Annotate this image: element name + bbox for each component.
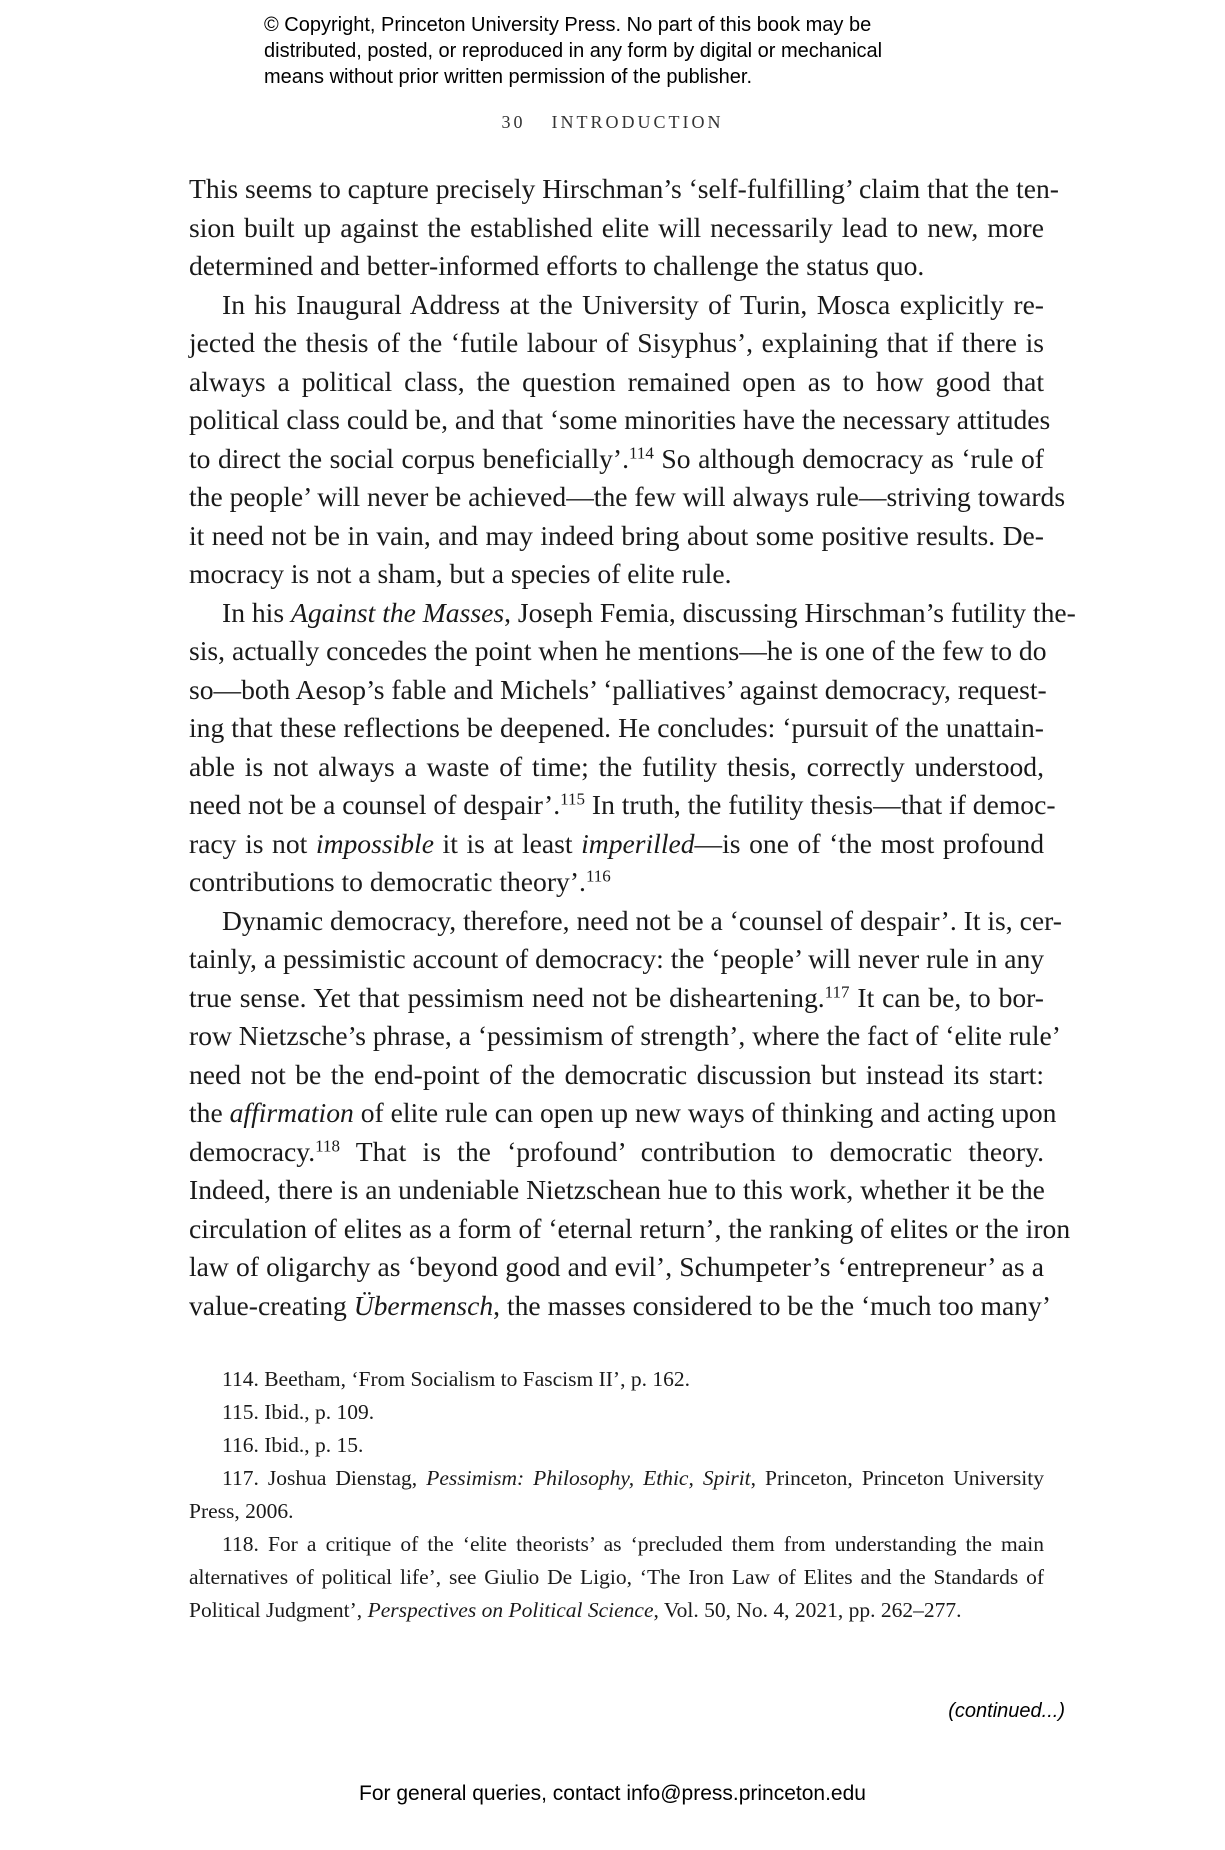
text-line: need not be a counsel of despair’.$^{115}$ In truth, the futility thesis—that if democ- [189,789,1056,820]
footnote-118: 118. For a critique of the ‘elite theorists’ as ‘precluded them from understanding the main [222,1532,1044,1556]
text-line: democracy.$^{118}$ That is the ‘profound’ contribution to democratic theory. [189,1135,1044,1167]
text-line: determined and better-informed efforts to challenge the status quo. [189,250,925,281]
text-line: it need not be in vain, and may indeed bring about some positive results. De- [189,519,1044,551]
copyright-line: distributed, posted, or reproduced in any form by digital or mechanical [264,40,883,62]
text-line: racy is not impossible it is at least imperilled—is one of ‘the most profound [189,827,1045,859]
copyright-line: means without prior written permission of the publisher. [264,66,753,88]
footnote-ref[interactable]: 116 [585,866,611,886]
footnote-ref[interactable]: 117 [824,982,850,1002]
continued-note: (continued...) [948,1700,1065,1722]
page-number: 30 [501,112,526,132]
section-title: INTRODUCTION [551,112,724,132]
text-line: Dynamic democracy, therefore, need not be a ‘counsel of despair’. It is, cer- [222,904,1062,936]
text-line: In his Inaugural Address at the University of Turin, Mosca explicitly re- [222,288,1044,320]
text-line: need not be the end-point of the democratic discussion but instead its start: [189,1058,1044,1090]
text-line: This seems to capture precisely Hirschman’s ‘self-fulfilling’ claim that the ten- [189,173,1059,204]
footnote-ref[interactable]: 115 [560,789,585,809]
text-line: circulation of elites as a form of ‘eternal return’, the ranking of elites or the iron [189,1212,1071,1244]
book-title: Against the Masses [290,596,505,628]
text-line: ing that these reflections be deepened. He concludes: ‘pursuit of the unattain- [189,712,1044,743]
footnote-ref[interactable]: 114 [629,443,654,463]
text-line: so—both Aesop’s fable and Michels’ ‘palliatives’ against democracy, request- [189,673,1047,705]
footnote-118-cont: alternatives of political life’, see Giulio De Ligio, ‘The Iron Law of Elites and the Standards of [189,1565,1044,1589]
text-line: political class could be, and that ‘some minorities have the necessary attitudes [189,404,1051,435]
copyright-line: © Copyright, Princeton University Press. No part of this book may be [264,14,872,36]
running-head [0,112,1225,133]
footnote-117-cont: Press, 2006. [189,1499,294,1523]
footnote-117: 117. Joshua Dienstag, Pessimism: Philosophy, Ethic, Spirit, Princeton, Princeton University [222,1466,1044,1490]
text-line: true sense. Yet that pessimism need not be disheartening.$^{117}$ It can be, to bor- [189,981,1044,1013]
text-line: sion built up against the established elite will necessarily lead to new, more [189,211,1044,243]
footnote-118-end: Political Judgment’, Perspectives on Political Science, Vol. 50, No. 4, 2021, pp. 262–277. [189,1598,962,1622]
text-line: mocracy is not a sham, but a species of elite rule. [189,558,732,589]
text-line: law of oligarchy as ‘beyond good and evil’, Schumpeter’s ‘entrepreneur’ as a [189,1251,1044,1282]
text-line: the affirmation of elite rule can open up new ways of thinking and acting upon [189,1097,1057,1128]
footnote-115: 115. Ibid., p. 109. [222,1400,375,1424]
text-line: the people’ will never be achieved—the few will always rule—striving towards [189,481,1066,512]
footnote-ref[interactable]: 118 [315,1136,341,1156]
text-line: In his Against the Masses, Joseph Femia, discussing Hirschman’s futility the- [222,596,1076,628]
text-line: contributions to democratic theory’.$^{116}$ [189,866,611,897]
text-line: able is not always a waste of time; the futility thesis, correctly understood, [189,750,1044,782]
contact-footer: For general queries, contact info@press.princeton.edu [359,1782,866,1805]
text-line: tainly, a pessimistic account of democracy: the ‘people’ will never rule in any [189,943,1045,974]
text-line: sis, actually concedes the point when he mentions—he is one of the few to do [189,635,1047,666]
text-line: always a political class, the question remained open as to how good that [189,365,1044,397]
text-line: value-creating Übermensch, the masses considered to be the ‘much too many’ [189,1289,1052,1321]
footnote-116: 116. Ibid., p. 15. [222,1433,364,1457]
footnote-114: 114. Beetham, ‘From Socialism to Fascism II’, p. 162. [222,1367,690,1391]
text-line: Indeed, there is an undeniable Nietzschean hue to this work, whether it be the [189,1174,1045,1205]
text-line: row Nietzsche’s phrase, a ‘pessimism of strength’, where the fact of ‘elite rule’ [189,1020,1061,1051]
copyright-notice [264,12,984,90]
body-text [189,170,1076,1325]
text-line: jected the thesis of the ‘futile labour of Sisyphus’, explaining that if there is [189,327,1044,358]
text-line: to direct the social corpus beneficially’.$^{114}$ So although democracy as ‘rule of [189,442,1044,474]
footnotes [189,1363,1044,1627]
